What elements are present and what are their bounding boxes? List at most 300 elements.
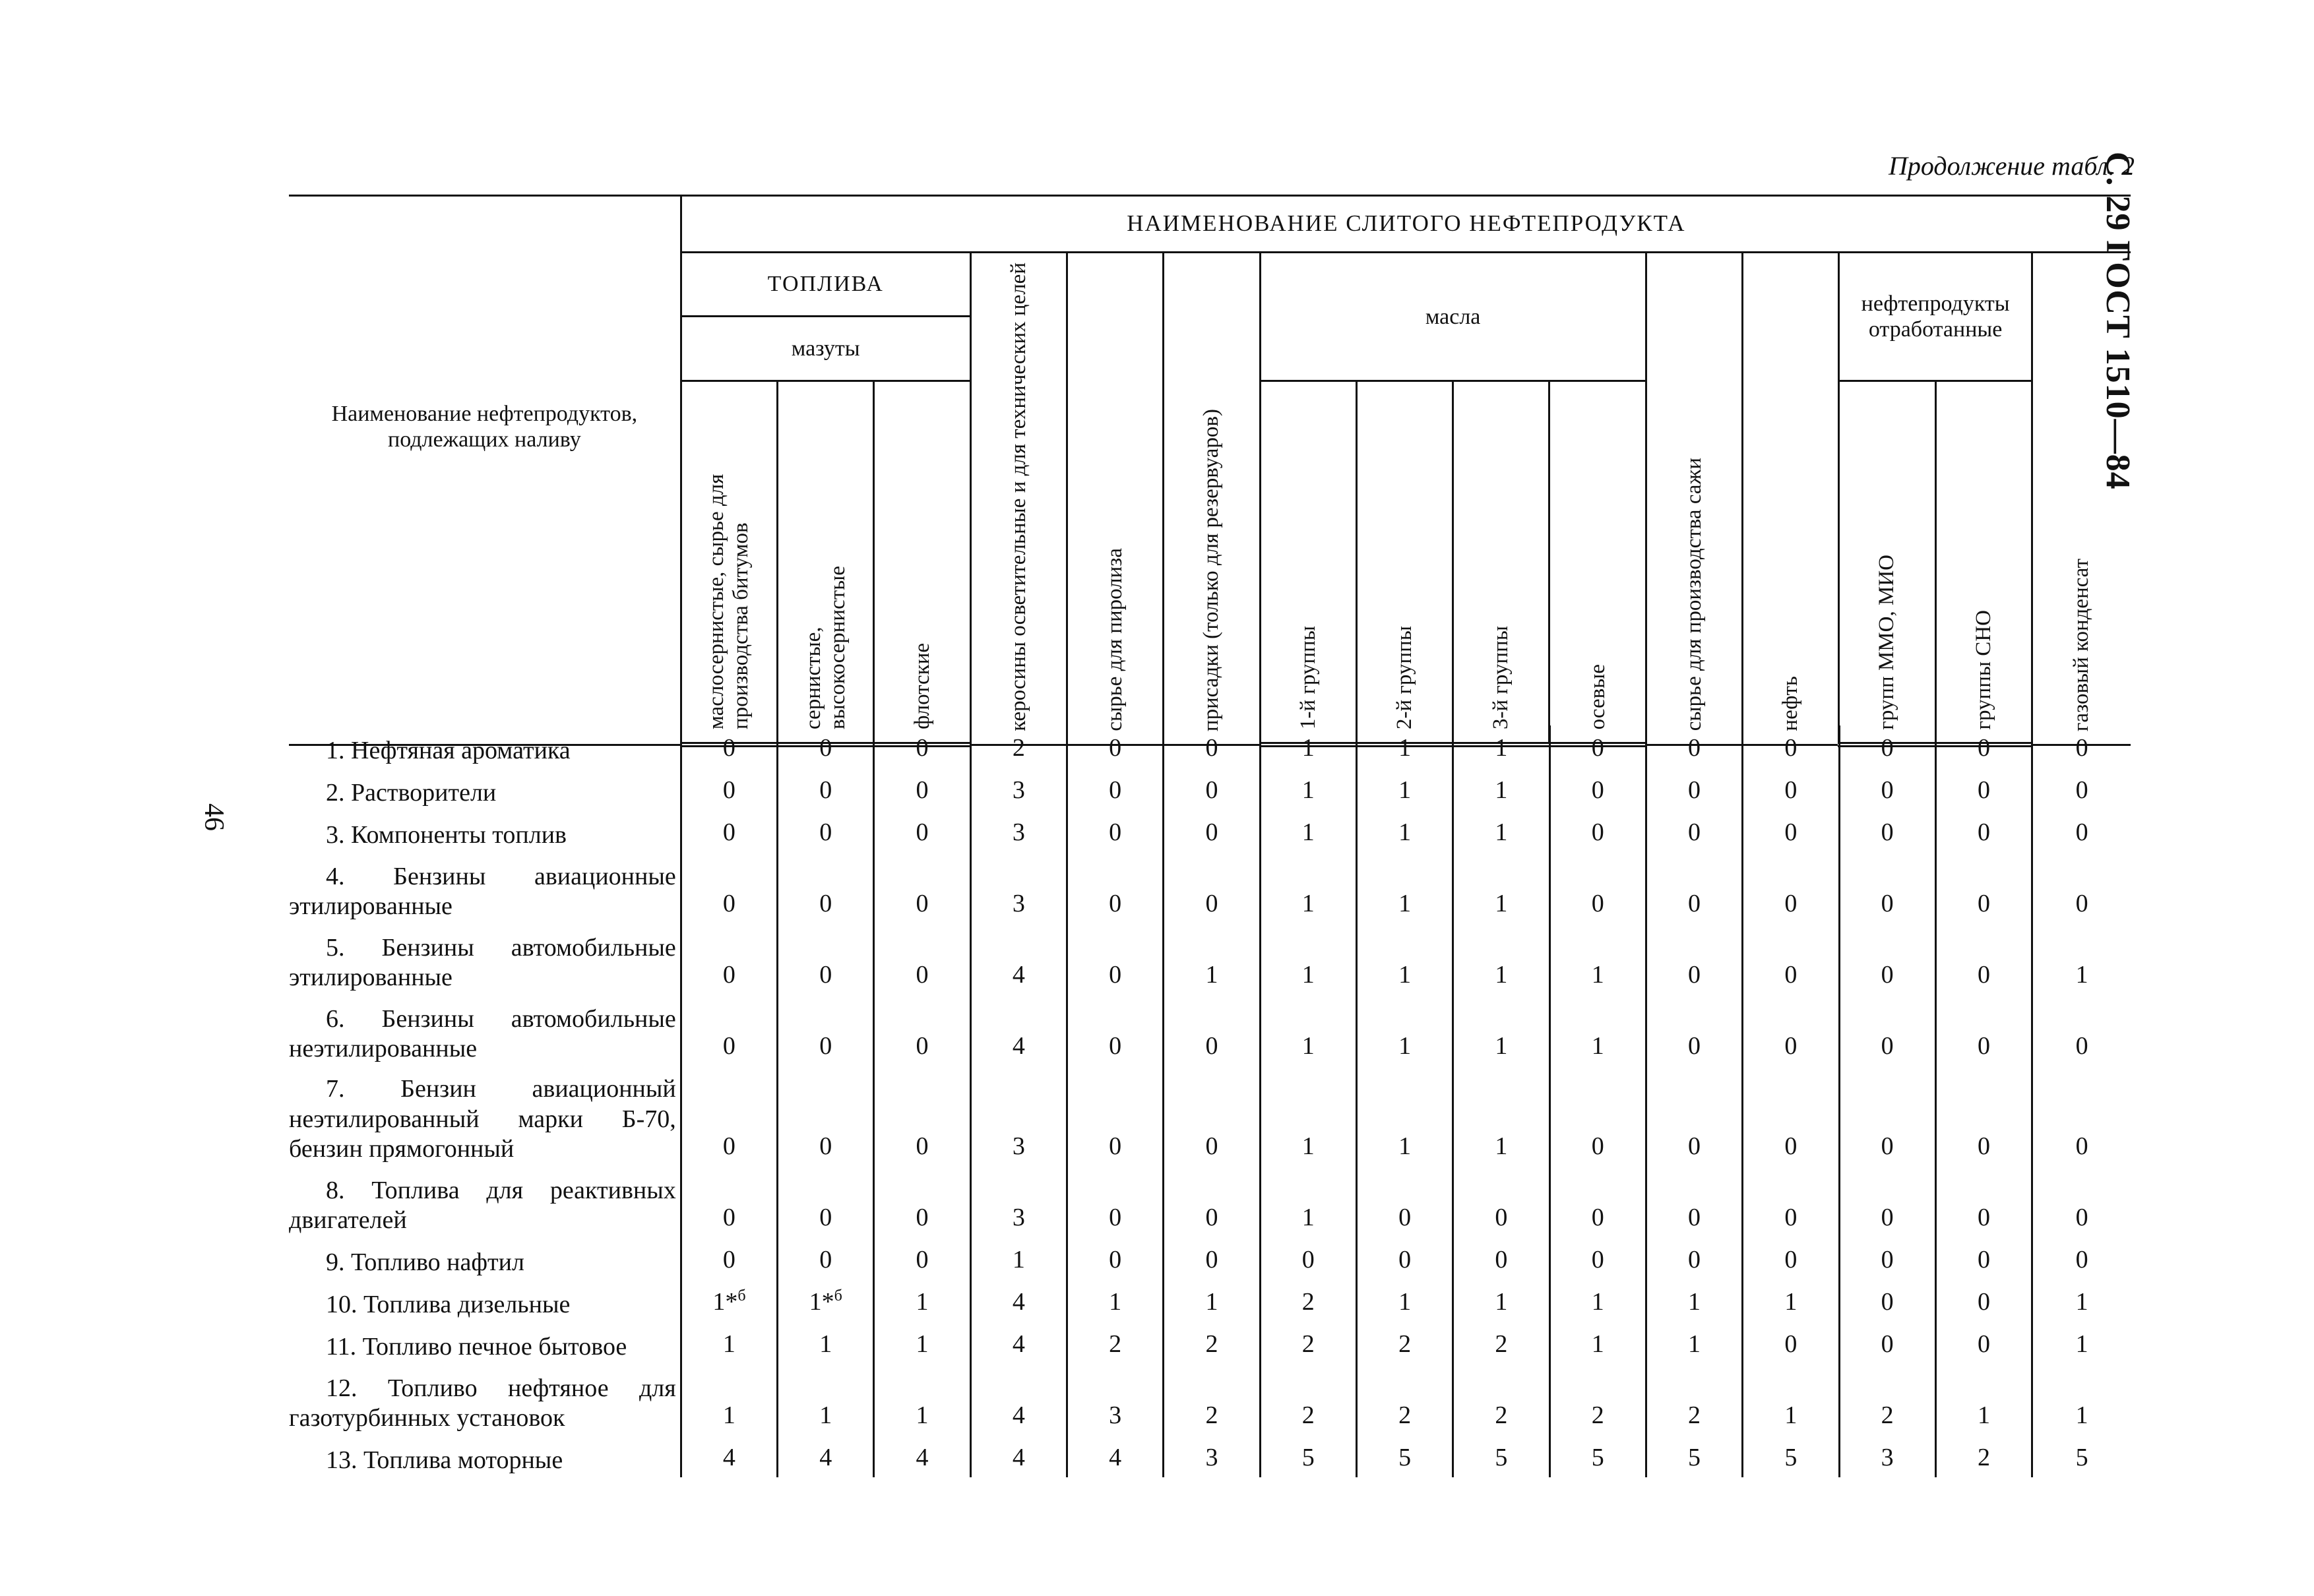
cell-value: 1	[1301, 734, 1315, 762]
col-header-oil	[1743, 253, 1839, 745]
table-cell	[1646, 995, 1742, 1066]
table-cell	[1356, 725, 1453, 768]
group-header-cell: НАИМЕНОВАНИЕ СЛИТОГО НЕФТЕПРОДУКТА	[681, 196, 2131, 253]
cell-value: 2	[1301, 1401, 1315, 1430]
table-row	[289, 1322, 2131, 1364]
cell-value: 0	[722, 776, 735, 805]
cell-value: 3	[1205, 1444, 1218, 1472]
table-cell	[1935, 1322, 2032, 1364]
table-cell	[1839, 1166, 1935, 1237]
table-cell	[874, 810, 970, 852]
table-row	[289, 852, 2131, 923]
cell-value: 5	[1591, 1444, 1604, 1472]
mazuty-header-cell: мазуты	[681, 316, 970, 381]
row-name-cell	[289, 1237, 681, 1279]
row-name-cell	[289, 923, 681, 995]
table-cell	[1453, 768, 1549, 810]
cell-value: 1	[1398, 961, 1412, 989]
cell-value: 4	[1012, 961, 1025, 989]
cell-value: 0	[1977, 818, 1990, 847]
table-cell	[1260, 995, 1356, 1066]
cell-value: 0	[1688, 961, 1701, 989]
cell-value: 2	[1109, 1330, 1122, 1359]
cell-value: 2	[1881, 1401, 1894, 1430]
table-cell	[1646, 1237, 1742, 1279]
table-cell	[1743, 1066, 1839, 1166]
cell-value: 1	[1301, 818, 1315, 847]
cell-value: 0	[722, 818, 735, 847]
table-cell	[1260, 725, 1356, 768]
row-name-first-line: 6. Бензины автомобильные	[326, 1004, 676, 1033]
cell-value: 1	[1301, 1032, 1315, 1060]
cell-value: 0	[1881, 818, 1894, 847]
table-cell	[1646, 1322, 1742, 1364]
col-header-group2-text: 2-й группы	[1392, 626, 1416, 730]
cell-value: 0	[916, 776, 929, 805]
table-row	[289, 725, 2131, 768]
table-cell	[1067, 1166, 1164, 1237]
table-cell	[1067, 852, 1164, 923]
table-cell	[1743, 725, 1839, 768]
cell-value: 1	[916, 1288, 929, 1316]
cell-value: 0	[916, 734, 929, 762]
table-cell	[1356, 852, 1453, 923]
fuels-header-cell: ТОПЛИВА	[681, 253, 970, 317]
cell-value: 0	[916, 890, 929, 918]
cell-value: 3	[1012, 1204, 1025, 1232]
cell-value: 0	[2075, 1204, 2088, 1232]
table-cell	[1646, 810, 1742, 852]
cell-value: 0	[1977, 1288, 1990, 1316]
table-cell	[1356, 1066, 1453, 1166]
col-header-oil-text: нефть	[1778, 676, 1803, 731]
table-cell	[2032, 1364, 2131, 1435]
table-cell	[874, 852, 970, 923]
table-cell	[1935, 995, 2032, 1066]
table-cell	[874, 1322, 970, 1364]
table-cell	[1743, 1364, 1839, 1435]
table-cell	[1356, 1279, 1453, 1322]
table-cell	[681, 852, 777, 923]
table-cell	[1646, 852, 1742, 923]
cell-value: 0	[1977, 1132, 1990, 1161]
table-cell	[1549, 1237, 1646, 1279]
cell-value: 0	[819, 734, 832, 762]
oils-header-cell: масла	[1260, 253, 1646, 381]
table-cell	[970, 923, 1067, 995]
cell-value: 1	[722, 1401, 735, 1430]
table-cell	[1839, 1435, 1935, 1477]
cell-value: 0	[1784, 1246, 1798, 1274]
table-row	[289, 1166, 2131, 1237]
table-cell	[1067, 768, 1164, 810]
table-cell	[1743, 810, 1839, 852]
cell-value: 1	[1784, 1288, 1798, 1316]
table-row	[289, 1435, 2131, 1477]
table-cell	[874, 1279, 970, 1322]
cell-value: 0	[1495, 1246, 1508, 1274]
table-cell	[1453, 1237, 1549, 1279]
table-cell	[778, 1237, 874, 1279]
cell-value: 2	[1688, 1401, 1701, 1430]
cell-value: 4	[1012, 1444, 1025, 1472]
table-cell	[1549, 995, 1646, 1066]
cell-value: 0	[1977, 890, 1990, 918]
used-products-header-cell: нефтепродукты отработанные	[1839, 253, 2032, 381]
table-cell	[1164, 725, 1260, 768]
cell-value: 1	[1398, 734, 1412, 762]
table-cell	[1646, 1279, 1742, 1322]
cell-value: 0	[1784, 890, 1798, 918]
cell-value: 0	[1881, 1204, 1894, 1232]
table-cell	[1646, 1066, 1742, 1166]
table-cell	[1839, 1237, 1935, 1279]
cell-value: 0	[1881, 1288, 1894, 1316]
table-cell	[970, 1166, 1067, 1237]
row-name-first-line: 4. Бензины авиационные	[326, 862, 676, 890]
cell-value: 1	[1591, 1330, 1604, 1359]
cell-value: 0	[1205, 890, 1218, 918]
col-header-additives	[1164, 253, 1260, 745]
cell-value: 0	[1398, 1246, 1412, 1274]
row-name: 9. Топливо нафтил	[326, 1248, 524, 1277]
cell-value: 0	[916, 1246, 929, 1274]
cell-value: 0	[722, 890, 735, 918]
table-cell	[1646, 1364, 1742, 1435]
table-cell	[970, 1322, 1067, 1364]
cell-value: 0	[1109, 1204, 1122, 1232]
table-cell	[1356, 923, 1453, 995]
table-cell	[1453, 1364, 1549, 1435]
col-header-soot-text: сырье для производства сажи	[1681, 458, 1706, 731]
cell-value: 5	[1688, 1444, 1701, 1472]
table-cell	[1164, 1279, 1260, 1322]
cell-value: 0	[916, 818, 929, 847]
table-cell	[1260, 1279, 1356, 1322]
cell-value: 0	[819, 961, 832, 989]
col-header-group1-text: 1-й группы	[1296, 626, 1320, 730]
cell-value: 2	[1591, 1401, 1604, 1430]
row-name-rest: газотурбинных установок	[289, 1404, 565, 1432]
col-header-pyrolysis	[1067, 253, 1163, 745]
cell-value: 4	[819, 1444, 832, 1472]
cell-value: 0	[722, 734, 735, 762]
cell-value: 2	[1495, 1330, 1508, 1359]
row-name: 11. Топливо печное бытовое	[326, 1333, 627, 1361]
table-cell	[1164, 1435, 1260, 1477]
row-name-cell	[289, 1166, 681, 1237]
table-cell	[1839, 852, 1935, 923]
cell-value: 0	[1688, 1132, 1701, 1161]
table-cell	[1260, 1435, 1356, 1477]
table-cell	[1549, 1322, 1646, 1364]
table-row	[289, 1066, 2131, 1166]
table-cell	[1839, 1364, 1935, 1435]
cell-value: 0	[819, 1204, 832, 1232]
cell-value: 0	[722, 1246, 735, 1274]
cell-value: 1	[1398, 1032, 1412, 1060]
cell-value: 1	[1495, 890, 1508, 918]
col-header-additives-text: присадки (только для резервуаров)	[1199, 408, 1224, 731]
cell-value: 0	[1591, 734, 1604, 762]
table-cell	[1067, 725, 1164, 768]
cell-value: 1	[1784, 1401, 1798, 1430]
table-cell	[1743, 1166, 1839, 1237]
table-cell	[1743, 1435, 1839, 1477]
cell-value: 0	[819, 776, 832, 805]
row-name-cell	[289, 1322, 681, 1364]
table-cell	[778, 1322, 874, 1364]
cell-value: 0	[1109, 734, 1122, 762]
col-header-mmo-mio	[1839, 381, 1935, 745]
table-cell	[970, 725, 1067, 768]
table-cell	[1356, 1435, 1453, 1477]
cell-value: 3	[1109, 1401, 1122, 1430]
table-cell	[970, 810, 1067, 852]
col-header-axial	[1549, 381, 1646, 745]
table-cell	[778, 923, 874, 995]
table-cell	[1067, 1279, 1164, 1322]
table-cell	[1260, 768, 1356, 810]
cell-value: 0	[2075, 1246, 2088, 1274]
table-row	[289, 1237, 2131, 1279]
cell-value: 3	[1012, 818, 1025, 847]
row-name-first-line: 7. Бензин авиационный	[326, 1075, 676, 1103]
table-body	[289, 725, 2131, 1477]
table-cell	[874, 1237, 970, 1279]
cell-value: 0	[1784, 1330, 1798, 1359]
table-cell	[1453, 810, 1549, 852]
table-cell	[1164, 1364, 1260, 1435]
cell-value: 0	[1881, 734, 1894, 762]
cell-value: 0	[2075, 1032, 2088, 1060]
col-header-group3	[1453, 381, 1549, 745]
cell-value: 1	[1688, 1288, 1701, 1316]
table-cell	[1549, 852, 1646, 923]
cell-value: 0	[1784, 961, 1798, 989]
cell-value: 1	[819, 1401, 832, 1430]
cell-value: 1*	[809, 1288, 834, 1316]
cell-value: 0	[1881, 1246, 1894, 1274]
cell-value: 1	[1398, 818, 1412, 847]
table-cell	[1935, 1066, 2032, 1166]
cell-value: 0	[1591, 890, 1604, 918]
table-cell	[1549, 1435, 1646, 1477]
cell-value: 0	[1688, 890, 1701, 918]
table-cell	[778, 1435, 874, 1477]
cell-value: 0	[1109, 776, 1122, 805]
table-cell	[1839, 995, 1935, 1066]
cell-value: 2	[1012, 734, 1025, 762]
cell-value: 1	[1398, 776, 1412, 805]
table-cell	[1356, 995, 1453, 1066]
page-number: 46	[199, 803, 229, 831]
cell-value: 0	[1591, 1132, 1604, 1161]
table-cell	[2032, 923, 2131, 995]
cell-value: 0	[819, 818, 832, 847]
footnote-mark: б	[834, 1287, 842, 1305]
table-cell	[1646, 725, 1742, 768]
table-cell	[1935, 1435, 2032, 1477]
table-cell	[1839, 768, 1935, 810]
table-cell	[1453, 1279, 1549, 1322]
cell-value: 0	[819, 1132, 832, 1161]
cell-value: 4	[1012, 1032, 1025, 1060]
cell-value: 0	[722, 1032, 735, 1060]
table-cell	[1549, 923, 1646, 995]
cell-value: 0	[916, 1132, 929, 1161]
table-cell	[970, 1237, 1067, 1279]
table-cell	[1743, 768, 1839, 810]
col-header-maslosernistye	[681, 381, 777, 745]
table-row	[289, 995, 2131, 1066]
cell-value: 0	[1977, 961, 1990, 989]
table-cell	[1260, 1322, 1356, 1364]
cell-value: 1	[1495, 818, 1508, 847]
cell-value: 3	[1012, 1132, 1025, 1161]
cell-value: 1	[1398, 1288, 1412, 1316]
table-cell	[1549, 768, 1646, 810]
cell-value: 0	[819, 1032, 832, 1060]
col-header-axial-text: осевые	[1585, 663, 1610, 730]
cell-value: 1	[1109, 1288, 1122, 1316]
table-cell	[1549, 725, 1646, 768]
table-cell	[778, 852, 874, 923]
cell-value: 0	[1881, 890, 1894, 918]
table-cell	[1743, 995, 1839, 1066]
cell-value: 0	[1109, 961, 1122, 989]
row-name-rest: этилированные	[289, 892, 453, 921]
table-cell	[1164, 1066, 1260, 1166]
col-header-flotskie-text: флотские	[910, 643, 934, 730]
table-cell	[1067, 1435, 1164, 1477]
col-header-condensate	[2032, 253, 2131, 745]
cell-value: 4	[722, 1444, 735, 1472]
row-name: 13. Топлива моторные	[326, 1446, 563, 1475]
cell-value: 0	[1784, 734, 1798, 762]
cell-value: 0	[1109, 1032, 1122, 1060]
table-cell	[1260, 810, 1356, 852]
table-row	[289, 810, 2131, 852]
cell-value: 5	[1495, 1444, 1508, 1472]
cell-value: 0	[1591, 1204, 1604, 1232]
table-cell	[778, 725, 874, 768]
cell-value: 0	[819, 890, 832, 918]
table-cell	[1067, 1066, 1164, 1166]
cell-value: 0	[1784, 1204, 1798, 1232]
col-header-group1	[1260, 381, 1356, 745]
cell-value: 0	[1784, 1032, 1798, 1060]
cell-value: 0	[1205, 1032, 1218, 1060]
cell-value: 0	[1881, 1032, 1894, 1060]
cell-value: 2	[1398, 1401, 1412, 1430]
table-cell	[1935, 1364, 2032, 1435]
cell-value: 0	[722, 1132, 735, 1161]
table-cell	[970, 1435, 1067, 1477]
cell-value: 2	[1205, 1401, 1218, 1430]
table-cell	[1743, 1237, 1839, 1279]
cell-value: 1	[1688, 1330, 1701, 1359]
row-name-cell	[289, 1364, 681, 1435]
table-cell	[1453, 852, 1549, 923]
table-cell	[970, 852, 1067, 923]
row-name-cell	[289, 810, 681, 852]
table-cell	[1549, 1066, 1646, 1166]
cell-value: 1	[1495, 961, 1508, 989]
cell-value: 3	[1012, 890, 1025, 918]
cell-value: 0	[1881, 776, 1894, 805]
table-cell	[874, 1066, 970, 1166]
row-name-rest: двигателей	[289, 1206, 407, 1235]
cell-value: 0	[1109, 1132, 1122, 1161]
table-cell	[1356, 1237, 1453, 1279]
cell-value: 2	[1301, 1288, 1315, 1316]
row-name-cell	[289, 1279, 681, 1322]
footnote-mark: б	[737, 1287, 746, 1305]
cell-value: 2	[1977, 1444, 1990, 1472]
table-cell	[1067, 1237, 1164, 1279]
table-cell	[1646, 768, 1742, 810]
table-cell	[2032, 768, 2131, 810]
table-cell	[1260, 1166, 1356, 1237]
cell-value: 0	[1688, 1246, 1701, 1274]
table-cell	[2032, 1279, 2131, 1322]
col-header-pyrolysis-text: сырье для пиролиза	[1103, 548, 1127, 731]
cell-value: 1	[1591, 1032, 1604, 1060]
row-name: 2. Растворители	[326, 779, 497, 807]
cell-value: 0	[1398, 1204, 1412, 1232]
table-cell	[874, 1435, 970, 1477]
table-cell	[1935, 1166, 2032, 1237]
table-cell	[2032, 1237, 2131, 1279]
cell-value: 0	[1977, 1032, 1990, 1060]
cell-value: 1	[2075, 1401, 2088, 1430]
table-cell	[1935, 725, 2032, 768]
table-cell	[1067, 810, 1164, 852]
cell-value: 1	[1495, 1132, 1508, 1161]
table-cell	[2032, 1066, 2131, 1166]
cell-value: 4	[1012, 1288, 1025, 1316]
table-cell	[681, 1237, 777, 1279]
table-cell	[681, 1435, 777, 1477]
cell-value: 1	[1205, 961, 1218, 989]
cell-value: 1	[1591, 961, 1604, 989]
cell-value: 1	[1012, 1246, 1025, 1274]
table-cell	[1356, 1166, 1453, 1237]
cell-value: 0	[1977, 776, 1990, 805]
table-cell	[1839, 1279, 1935, 1322]
table-cell	[1260, 1364, 1356, 1435]
table-cell	[1453, 923, 1549, 995]
table-cell	[1743, 1279, 1839, 1322]
table-cell	[1164, 1166, 1260, 1237]
table-cell	[874, 768, 970, 810]
table-cell	[1260, 1066, 1356, 1166]
table-cell	[1067, 995, 1164, 1066]
row-name-cell	[289, 768, 681, 810]
cell-value: 0	[1977, 1246, 1990, 1274]
cell-value: 0	[2075, 776, 2088, 805]
row-header-cell: Наименование нефтепродуктов, подлежащих наливу	[289, 196, 681, 745]
row-name-cell	[289, 725, 681, 768]
table-cell	[1935, 768, 2032, 810]
row-name-cell	[289, 1435, 681, 1477]
cell-value: 0	[722, 1204, 735, 1232]
cell-value: 1	[1301, 961, 1315, 989]
cell-value: 1	[1398, 890, 1412, 918]
table-cell	[1067, 1322, 1164, 1364]
cell-value: 1	[916, 1401, 929, 1430]
